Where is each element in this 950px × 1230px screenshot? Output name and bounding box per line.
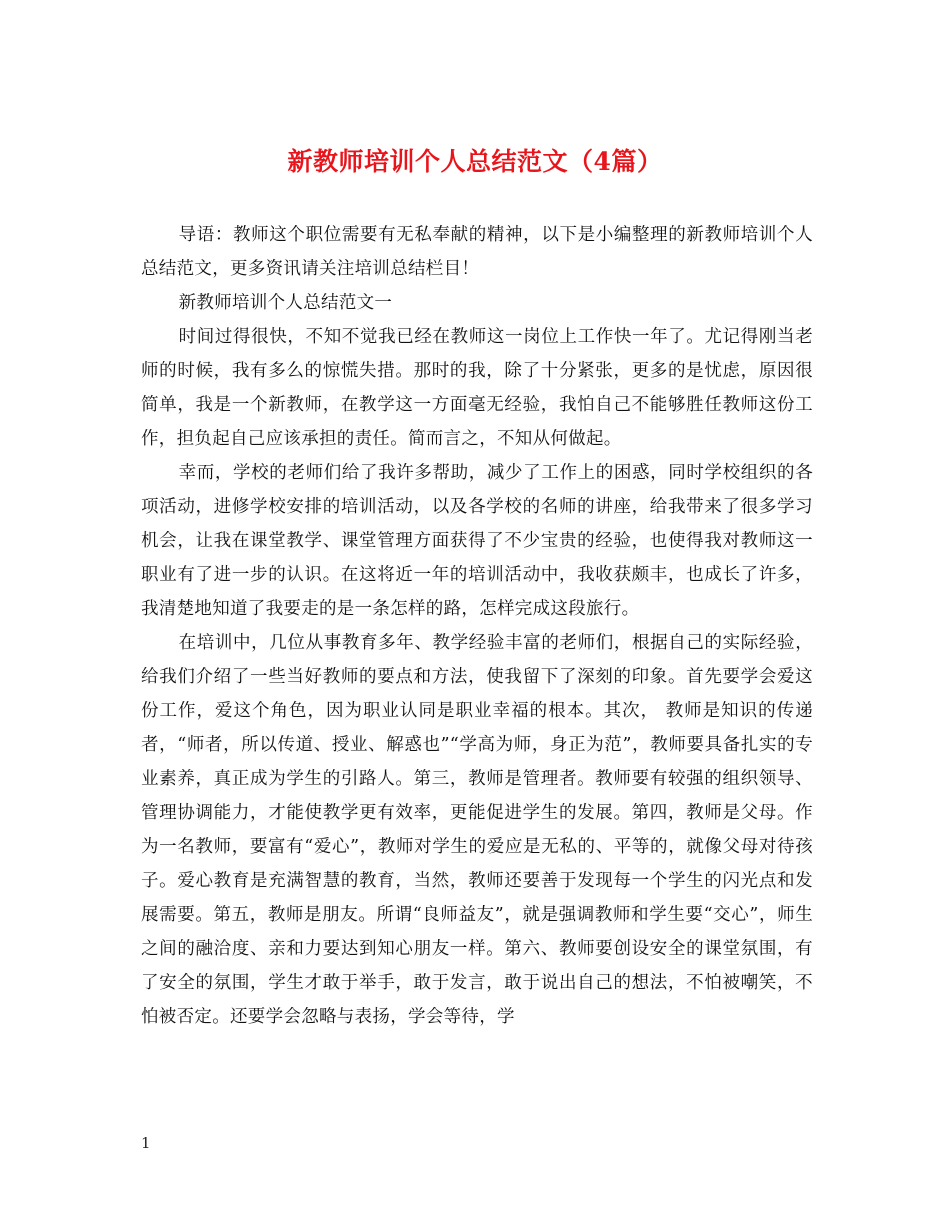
page-number: 1 — [141, 1134, 151, 1152]
body-paragraph-3: 在培训中，几位从事教育多年、教学经验丰富的老师们，根据自己的实际经验，给我们介绍了一些当好教师的要点和方法，使我留下了深刻的印象。首先要学会爱这份工作，爱这个角色，因为职业认同是职业幸福的根本。其次， 教师是知识的传递者，“师者，所以传道、授业、解惑也”“学高为师，身正为范”，教师要具备扎实的专业素养，真正成为学生的引路人。第三，教师是管理者。教师要有较强的组织领导、管理协调能力，才能使教学更有效率，更能促进学生的发展。第四，教师是父母。作为一名教师，要富有“爱心”，教师对学生的爱应是无私的、平等的，就像父母对待孩子。爱心教育是充满智慧的教育，当然，教师还要善于发现每一个学生的闪光点和发展需要。第五，教师是朋友。所谓“良师益友”，就是强调教师和学生要“交心”，师生之间的融洽度、亲和力要达到知心朋友一样。第六、教师要创设安全的课堂氛围，有了安全的氛围，学生才敢于举手，敢于发言，敢于说出自己的想法，不怕被嘲笑，不怕被否定。还要学会忽略与表扬，学会等待，学 — [141, 633, 813, 1027]
section-heading: 新教师培训个人总结范文一 — [178, 293, 393, 313]
document-body — [141, 218, 813, 1034]
document-title: 新教师培训个人总结范文（4篇） — [287, 147, 663, 176]
body-paragraph-2: 幸而，学校的老师们给了我许多帮助，减少了工作上的困惑，同时学校组织的各项活动，进修学校安排的培训活动，以及各学校的名师的讲座，给我带来了很多学习机会，让我在课堂教学、课堂管理方面获得了不少宝贵的经验，也使得我对教师这一职业有了进一步的认识。在这将近一年的培训活动中，我收获颇丰，也成长了许多，我清楚地知道了我要走的是一条怎样的路，怎样完成这段旅行。 — [141, 463, 813, 619]
body-paragraph-1: 时间过得很快，不知不觉我已经在教师这一岗位上工作快一年了。尤记得刚当老师的时候，我有多么的惊慌失措。那时的我，除了十分紧张，更多的是忧虑，原因很简单，我是一个新教师，在教学这一方面毫无经验，我怕自己不能够胜任教师这份工作，担负起自己应该承担的责任。简而言之，不知从何做起。 — [141, 327, 813, 449]
intro-paragraph: 导语：教师这个职位需要有无私奉献的精神，以下是小编整理的新教师培训个人总结范文，更多资讯请关注培训总结栏目！ — [141, 225, 813, 279]
